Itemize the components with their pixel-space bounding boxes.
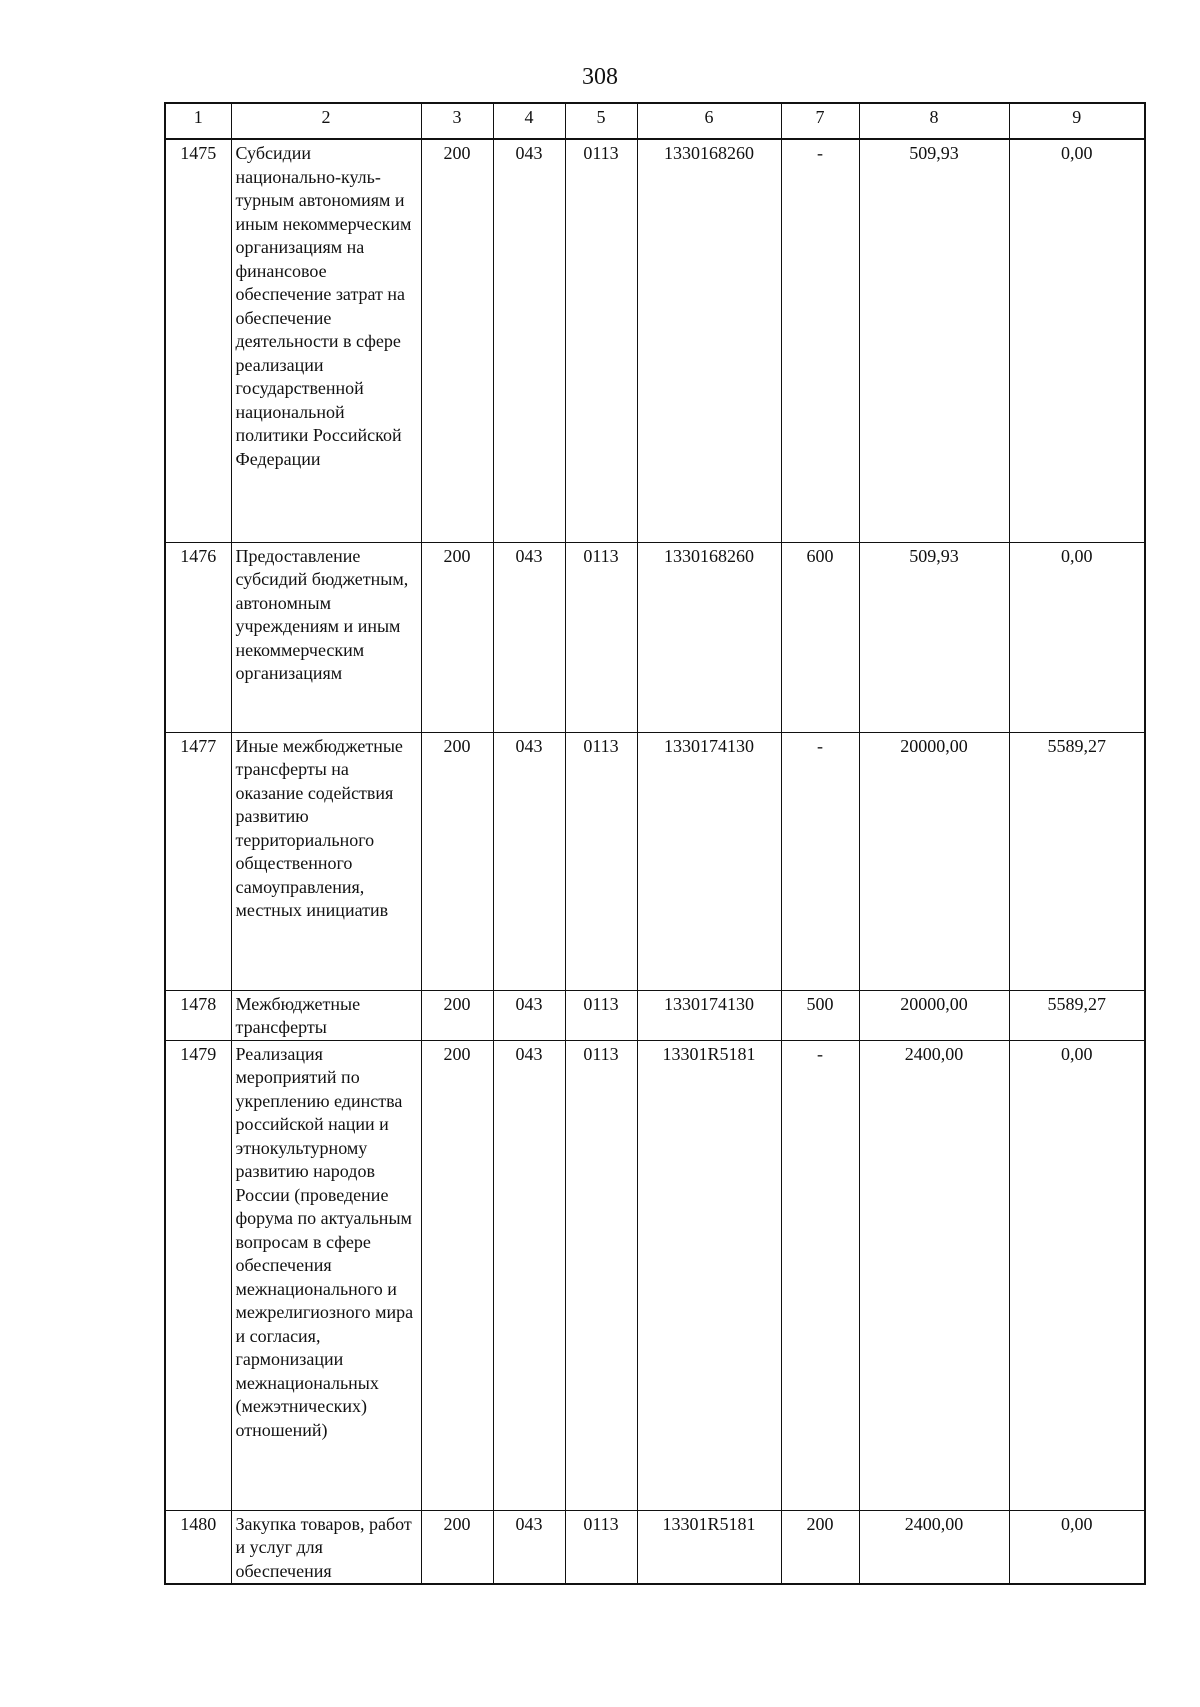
cell-col-4: 043 <box>493 139 565 542</box>
cell-col-7: - <box>781 1040 859 1510</box>
cell-col-7: 500 <box>781 990 859 1040</box>
cell-col-6: 1330168260 <box>637 139 781 542</box>
cell-col-8: 2400,00 <box>859 1510 1009 1584</box>
row-description: Закупка товаров, работ и услуг для обеспечения <box>231 1510 421 1584</box>
row-description: Субсидии национально-куль-турным автономиям и иным некоммерческим организациям на финансовое обеспечение затрат на обеспечение деятельности в сфере реализации государственной национальной политики Российской Федерации <box>231 139 421 542</box>
cell-col-5: 0113 <box>565 1510 637 1584</box>
cell-col-7: 200 <box>781 1510 859 1584</box>
cell-col-7: - <box>781 139 859 542</box>
cell-col-4: 043 <box>493 542 565 732</box>
cell-col-9: 0,00 <box>1009 1510 1145 1584</box>
table-row <box>165 1040 1145 1510</box>
table-row <box>165 139 1145 542</box>
cell-col-5: 0113 <box>565 542 637 732</box>
cell-col-9: 0,00 <box>1009 139 1145 542</box>
header-col-2: 2 <box>231 103 421 139</box>
cell-col-4: 043 <box>493 1510 565 1584</box>
cell-col-6: 1330168260 <box>637 542 781 732</box>
cell-col-7: - <box>781 732 859 990</box>
row-number: 1479 <box>165 1040 231 1510</box>
budget-table <box>164 102 1146 1585</box>
row-description: Межбюджетные трансферты <box>231 990 421 1040</box>
row-number: 1476 <box>165 542 231 732</box>
cell-col-5: 0113 <box>565 990 637 1040</box>
cell-col-9: 5589,27 <box>1009 732 1145 990</box>
header-col-3: 3 <box>421 103 493 139</box>
cell-col-8: 509,93 <box>859 139 1009 542</box>
cell-col-9: 5589,27 <box>1009 990 1145 1040</box>
header-row <box>165 103 1145 139</box>
header-col-7: 7 <box>781 103 859 139</box>
header-col-1: 1 <box>165 103 231 139</box>
cell-col-4: 043 <box>493 732 565 990</box>
header-col-5: 5 <box>565 103 637 139</box>
cell-col-3: 200 <box>421 990 493 1040</box>
row-description: Реализация мероприятий по укреплению единства российской нации и этнокультурному развитию народов России (проведение форума по актуальным вопросам в сфере обеспечения межнационального и межрелигиозного мира и согласия, гармонизации межнациональных (межэтнических) отношений) <box>231 1040 421 1510</box>
cell-col-9: 0,00 <box>1009 542 1145 732</box>
cell-col-8: 20000,00 <box>859 990 1009 1040</box>
header-col-6: 6 <box>637 103 781 139</box>
cell-col-9: 0,00 <box>1009 1040 1145 1510</box>
table-row <box>165 990 1145 1040</box>
cell-col-6: 1330174130 <box>637 990 781 1040</box>
cell-col-3: 200 <box>421 542 493 732</box>
cell-col-3: 200 <box>421 1040 493 1510</box>
cell-col-6: 13301R5181 <box>637 1040 781 1510</box>
cell-col-3: 200 <box>421 732 493 990</box>
table-row <box>165 1510 1145 1584</box>
row-number: 1480 <box>165 1510 231 1584</box>
header-col-8: 8 <box>859 103 1009 139</box>
header-col-9: 9 <box>1009 103 1145 139</box>
cell-col-5: 0113 <box>565 1040 637 1510</box>
cell-col-8: 20000,00 <box>859 732 1009 990</box>
cell-col-6: 1330174130 <box>637 732 781 990</box>
cell-col-8: 2400,00 <box>859 1040 1009 1510</box>
row-number: 1477 <box>165 732 231 990</box>
page-number: 308 <box>582 64 618 90</box>
cell-col-6: 13301R5181 <box>637 1510 781 1584</box>
cell-col-3: 200 <box>421 139 493 542</box>
row-number: 1478 <box>165 990 231 1040</box>
cell-col-4: 043 <box>493 1040 565 1510</box>
table-row <box>165 542 1145 732</box>
row-description: Иные межбюджетные трансферты на оказание содействия развитию территориального общественного самоуправления, местных инициатив <box>231 732 421 990</box>
cell-col-3: 200 <box>421 1510 493 1584</box>
cell-col-5: 0113 <box>565 732 637 990</box>
cell-col-8: 509,93 <box>859 542 1009 732</box>
cell-col-4: 043 <box>493 990 565 1040</box>
table-row <box>165 732 1145 990</box>
row-number: 1475 <box>165 139 231 542</box>
header-col-4: 4 <box>493 103 565 139</box>
row-description: Предоставление субсидий бюджетным, автономным учреждениям и иным некоммерческим организациям <box>231 542 421 732</box>
cell-col-7: 600 <box>781 542 859 732</box>
cell-col-5: 0113 <box>565 139 637 542</box>
